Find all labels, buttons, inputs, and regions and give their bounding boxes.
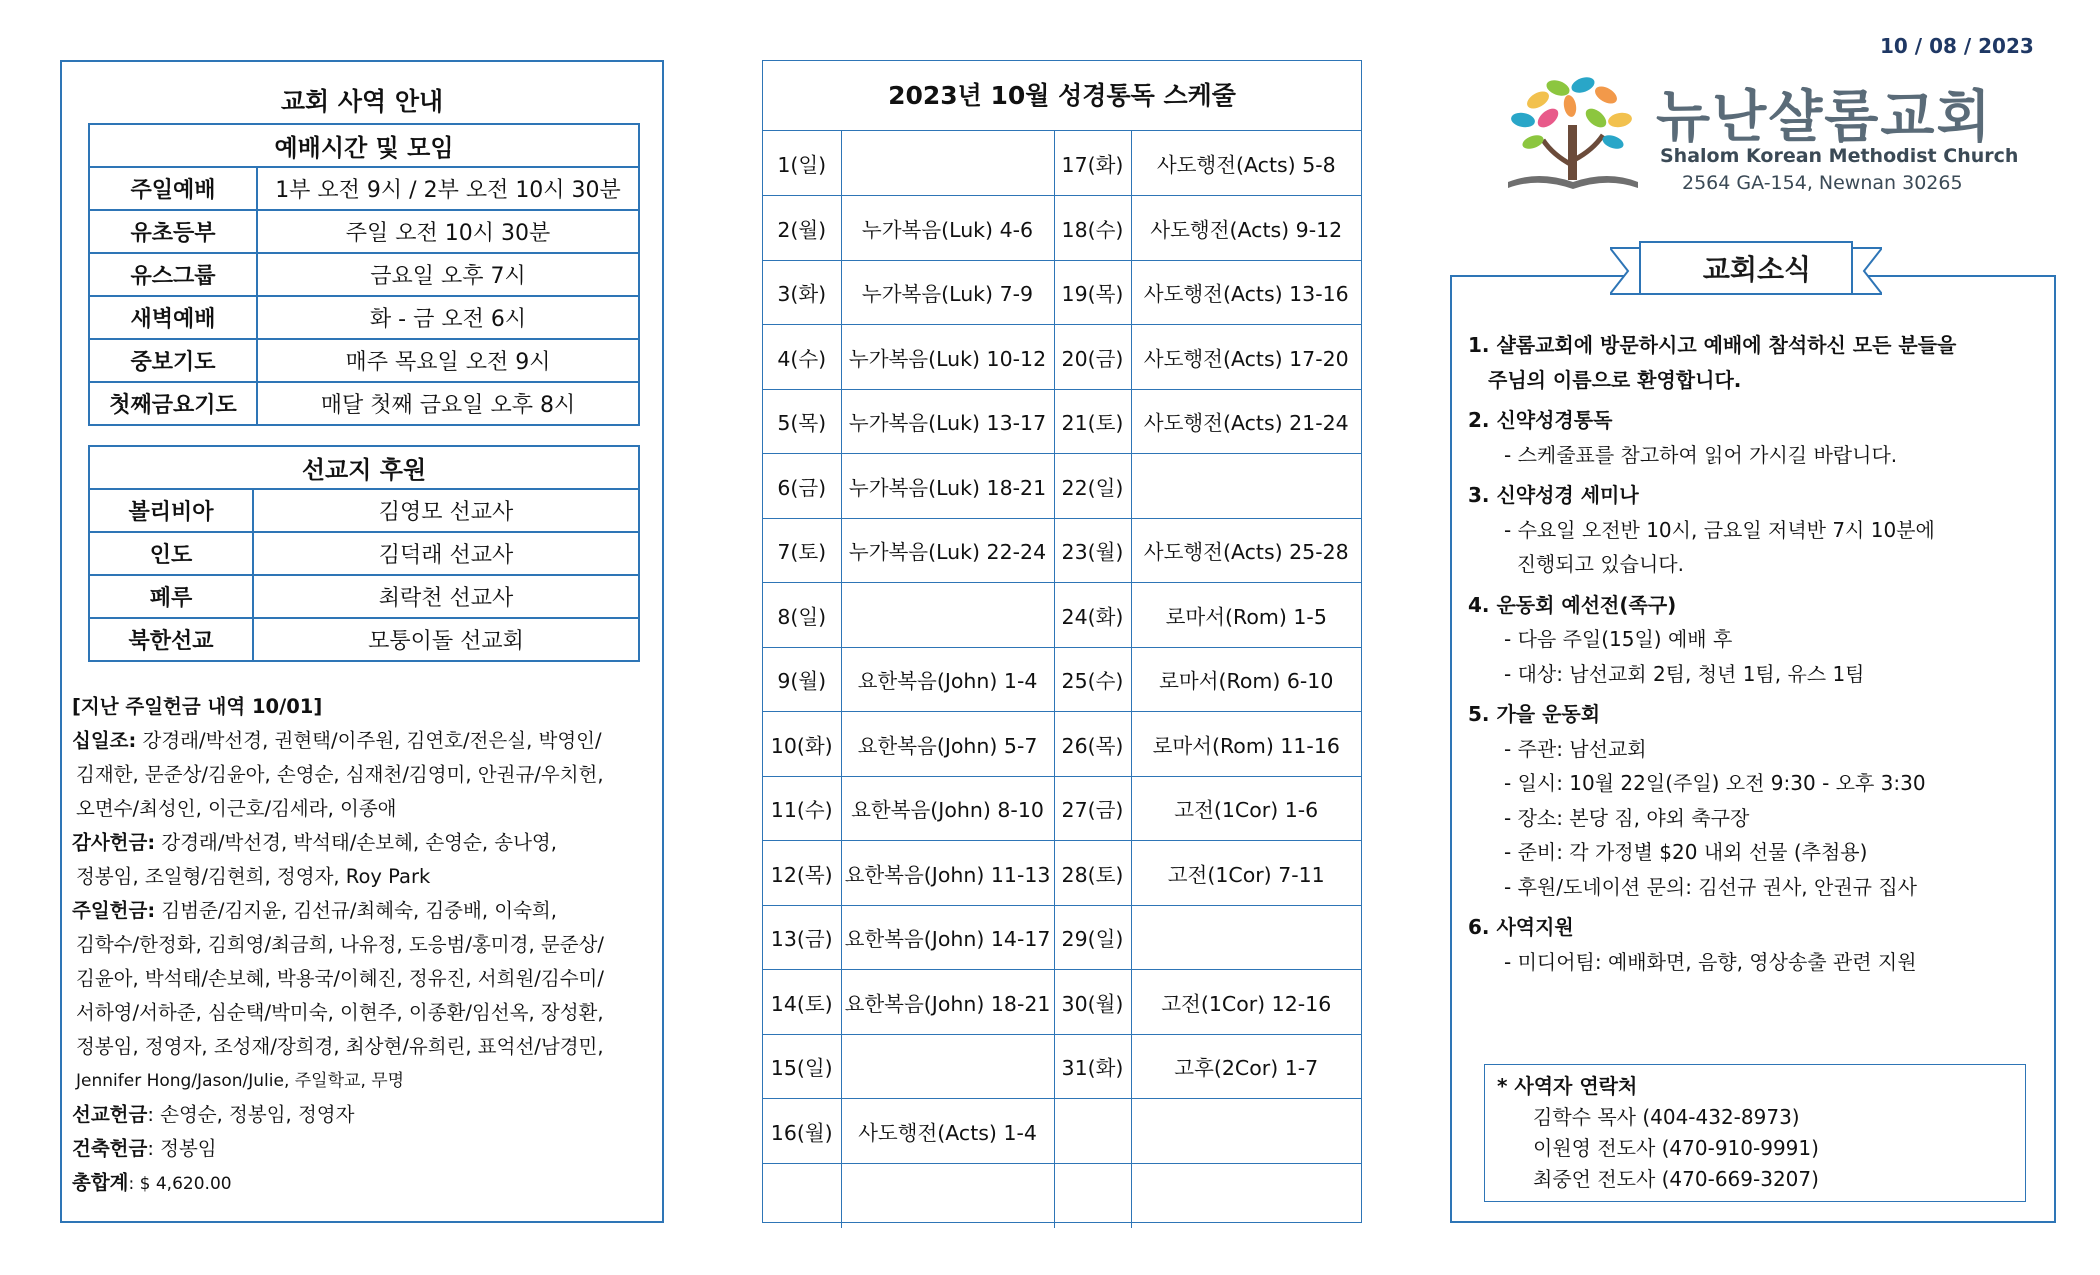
- schedule-day: [1054, 1099, 1131, 1164]
- schedule-day: 5(목): [763, 389, 841, 454]
- row-label: 페루: [89, 575, 253, 618]
- thanks-names: 강경래/박선경, 박석태/손보혜, 손영순, 송나영,: [161, 831, 557, 854]
- table-row: [89, 575, 639, 618]
- sunday-names: 서하영/서하준, 심순택/박미숙, 이현주, 이종환/임선옥, 장성환,: [76, 1001, 604, 1024]
- news-item-heading: 2. 신약성경통독: [1468, 408, 1613, 432]
- schedule-day: 18(수): [1054, 196, 1131, 261]
- schedule-reading: [841, 583, 1054, 648]
- row-value: 최락천 선교사: [253, 575, 639, 618]
- schedule-day: 8(일): [763, 583, 841, 648]
- table-row: [89, 210, 639, 253]
- news-item-line: 진행되고 있습니다.: [1504, 552, 1684, 576]
- church-name-korean: 뉴난샬롬교회: [1656, 85, 1993, 150]
- schedule-reading: 로마서(Rom) 6-10: [1131, 647, 1361, 712]
- news-item-line: - 수요일 오전반 10시, 금요일 저녁반 7시 10분에: [1504, 517, 1935, 542]
- mission-table: [88, 445, 640, 662]
- tithe-label: 십일조:: [72, 729, 137, 752]
- schedule-reading: [841, 1034, 1054, 1099]
- row-label: 유초등부: [89, 210, 257, 253]
- schedule-day: 19(목): [1054, 260, 1131, 325]
- table-row: [763, 905, 1361, 970]
- worship-header: 예배시간 및 모임: [89, 124, 639, 167]
- schedule-day: 21(토): [1054, 389, 1131, 454]
- news-title: 교회소식: [1702, 253, 1812, 286]
- thanks-label: 감사헌금:: [72, 831, 156, 854]
- schedule-day: 30(월): [1054, 970, 1131, 1035]
- schedule-day: 4(수): [763, 325, 841, 390]
- sunday-names: 김학수/한정화, 김희영/최금희, 나유정, 도응범/홍미경, 문준상/: [76, 933, 604, 956]
- row-label: 유스그룹: [89, 253, 257, 296]
- schedule-day: 7(토): [763, 518, 841, 583]
- thanks-line: [72, 826, 662, 860]
- sunday-names: Jennifer Hong/Jason/Julie, 주일학교, 무명: [76, 1071, 405, 1091]
- table-row: [763, 454, 1361, 519]
- schedule-day: 15(일): [763, 1034, 841, 1099]
- news-item-heading-cont: 주님의 이름으로 환영합니다.: [1488, 367, 1742, 392]
- schedule-day: 9(월): [763, 647, 841, 712]
- building-offering-names: : 정봉임: [147, 1137, 217, 1160]
- table-row: [89, 339, 639, 382]
- news-item-line: - 스케줄표를 참고하여 읽어 가시길 바랍니다.: [1504, 442, 1898, 467]
- row-label: 중보기도: [89, 339, 257, 382]
- schedule-reading: 고전(1Cor) 1-6: [1131, 776, 1361, 841]
- schedule-day: 29(일): [1054, 905, 1131, 970]
- table-row: [89, 532, 639, 575]
- table-row: [89, 167, 639, 210]
- schedule-reading: 요한복음(John) 11-13: [841, 841, 1054, 906]
- mission-header: 선교지 후원: [89, 446, 639, 489]
- table-row: [763, 1163, 1361, 1228]
- schedule-reading: 고전(1Cor) 12-16: [1131, 970, 1361, 1035]
- total-value: : $ 4,620.00: [128, 1174, 232, 1194]
- church-address: 2564 GA-154, Newnan 30265: [1682, 172, 1963, 194]
- schedule-reading: 누가복음(Luk) 4-6: [841, 196, 1054, 261]
- row-value: 1부 오전 9시 / 2부 오전 10시 30분: [257, 167, 639, 210]
- offering-section: [72, 690, 662, 1201]
- table-row: [763, 776, 1361, 841]
- schedule-day: 22(일): [1054, 454, 1131, 519]
- schedule-reading: 사도행전(Acts) 25-28: [1131, 518, 1361, 583]
- schedule-day: 28(토): [1054, 841, 1131, 906]
- schedule-title: 2023년 10월 성경통독 스케줄: [763, 61, 1361, 131]
- schedule-table: [763, 131, 1361, 1228]
- schedule-day: 20(금): [1054, 325, 1131, 390]
- schedule-day: 17(화): [1054, 131, 1131, 196]
- schedule-day: 16(월): [763, 1099, 841, 1164]
- schedule-reading: [1131, 1099, 1361, 1164]
- schedule-reading: 누가복음(Luk) 10-12: [841, 325, 1054, 390]
- row-label: 새벽예배: [89, 296, 257, 339]
- tithe-names: 강경래/박선경, 권현택/이주원, 김연호/전은실, 박영인/: [142, 729, 602, 752]
- schedule-reading: 사도행전(Acts) 1-4: [841, 1099, 1054, 1164]
- row-value: 화 - 금 오전 6시: [257, 296, 639, 339]
- row-value: 주일 오전 10시 30분: [257, 210, 639, 253]
- news-item-line: - 장소: 본당 짐, 야외 축구장: [1504, 805, 1750, 830]
- table-row: [763, 970, 1361, 1035]
- table-row: [89, 489, 639, 532]
- news-item-heading: 4. 운동회 예선전(족구): [1468, 592, 1677, 617]
- schedule-day: 25(수): [1054, 647, 1131, 712]
- schedule-day: 1(일): [763, 131, 841, 196]
- tithe-names: 오면수/최성인, 이근호/김세라, 이종애: [76, 797, 397, 820]
- schedule-day: 24(화): [1054, 583, 1131, 648]
- contact-line: 최중언 전도사 (470-669-3207): [1533, 1167, 1819, 1191]
- table-row: [763, 131, 1361, 196]
- schedule-reading: 로마서(Rom) 1-5: [1131, 583, 1361, 648]
- table-row: [763, 841, 1361, 906]
- sunday-label: 주일헌금:: [72, 899, 156, 922]
- schedule-day: 31(화): [1054, 1034, 1131, 1099]
- schedule-day: 3(화): [763, 260, 841, 325]
- schedule-day: 10(화): [763, 712, 841, 777]
- news-item-heading: 5. 가을 운동회: [1468, 702, 1601, 726]
- table-row: [763, 260, 1361, 325]
- table-row: [763, 389, 1361, 454]
- schedule-reading: 요한복음(John) 8-10: [841, 776, 1054, 841]
- contact-box: [1484, 1064, 2026, 1202]
- row-value: 금요일 오후 7시: [257, 253, 639, 296]
- news-item-line: - 후원/도네이션 문의: 김선규 권사, 안권규 집사: [1504, 874, 1917, 899]
- schedule-day: 27(금): [1054, 776, 1131, 841]
- contact-line: 이원영 전도사 (470-910-9991): [1533, 1136, 1819, 1160]
- schedule-reading: 누가복음(Luk) 18-21: [841, 454, 1054, 519]
- schedule-reading: 사도행전(Acts) 9-12: [1131, 196, 1361, 261]
- row-value: 매주 목요일 오전 9시: [257, 339, 639, 382]
- news-item-line: - 일시: 10월 22일(주일) 오전 9:30 - 오후 3:30: [1504, 771, 1926, 795]
- schedule-day: [1054, 1163, 1131, 1228]
- tithe-names: 김재한, 문준상/김윤아, 손영순, 심재천/김영미, 안권규/우치헌,: [76, 763, 604, 786]
- table-row: [89, 382, 639, 425]
- table-row: [763, 1099, 1361, 1164]
- schedule-reading: 요한복음(John) 18-21: [841, 970, 1054, 1035]
- table-row: [763, 325, 1361, 390]
- row-label: 인도: [89, 532, 253, 575]
- total-label: 총합계: [72, 1171, 129, 1194]
- schedule-reading: 사도행전(Acts) 5-8: [1131, 131, 1361, 196]
- tithe-line: [72, 724, 662, 758]
- table-row: [89, 253, 639, 296]
- schedule-reading: [1131, 905, 1361, 970]
- schedule-day: 12(목): [763, 841, 841, 906]
- sunday-line: [72, 894, 662, 928]
- table-row: [763, 518, 1361, 583]
- news-item-line: - 미디어팀: 예배화면, 음향, 영상송출 관련 지원: [1504, 949, 1917, 974]
- schedule-day: 26(목): [1054, 712, 1131, 777]
- table-row: [89, 618, 639, 661]
- schedule-day: 6(금): [763, 454, 841, 519]
- sunday-names: 김윤아, 박석태/손보혜, 박용국/이혜진, 정유진, 서희원/김수미/: [76, 967, 604, 990]
- table-row: [763, 712, 1361, 777]
- schedule-reading: 요한복음(John) 5-7: [841, 712, 1054, 777]
- row-label: 첫째금요기도: [89, 382, 257, 425]
- row-value: 모퉁이돌 선교회: [253, 618, 639, 661]
- schedule-reading: 사도행전(Acts) 17-20: [1131, 325, 1361, 390]
- bible-schedule-panel: [762, 60, 1362, 1223]
- news-item-heading: 6. 사역지원: [1468, 915, 1574, 939]
- schedule-reading: 고후(2Cor) 1-7: [1131, 1034, 1361, 1099]
- schedule-day: 2(월): [763, 196, 841, 261]
- row-value: 김영모 선교사: [253, 489, 639, 532]
- table-row: [763, 647, 1361, 712]
- church-logo-tree-icon: [1498, 70, 1648, 200]
- table-row: [763, 1034, 1361, 1099]
- row-label: 주일예배: [89, 167, 257, 210]
- sunday-names: 김범준/김지윤, 김선규/최혜숙, 김중배, 이숙희,: [161, 899, 557, 922]
- row-label: 볼리비아: [89, 489, 253, 532]
- building-offering-label: 건축헌금: [72, 1137, 148, 1160]
- schedule-reading: 요한복음(John) 14-17: [841, 905, 1054, 970]
- mission-offering-label: 선교헌금: [72, 1103, 148, 1126]
- ministry-panel: [60, 60, 664, 1223]
- news-item-heading: 1. 샬롬교회에 방문하시고 예배에 참석하신 모든 분들을: [1468, 333, 1957, 357]
- schedule-reading: 고전(1Cor) 7-11: [1131, 841, 1361, 906]
- mission-offering-names: : 손영순, 정봉임, 정영자: [147, 1103, 355, 1126]
- schedule-reading: 누가복음(Luk) 13-17: [841, 389, 1054, 454]
- bulletin-date: 10 / 08 / 2023: [1880, 34, 2034, 58]
- thanks-names: 정봉임, 조일형/김현희, 정영자, Roy Park: [76, 865, 431, 888]
- schedule-day: 11(수): [763, 776, 841, 841]
- schedule-reading: 요한복음(John) 1-4: [841, 647, 1054, 712]
- schedule-reading: [841, 131, 1054, 196]
- news-item-line: - 대상: 남선교회 2팀, 청년 1팀, 유스 1팀: [1504, 661, 1865, 686]
- ministry-title: 교회 사역 안내: [280, 87, 444, 116]
- news-list: [1468, 328, 2048, 985]
- table-row: [763, 583, 1361, 648]
- church-name-english: Shalom Korean Methodist Church: [1660, 145, 2019, 167]
- schedule-day: 14(토): [763, 970, 841, 1035]
- offering-title: [지난 주일헌금 내역 10/01]: [72, 695, 323, 718]
- schedule-day: 23(월): [1054, 518, 1131, 583]
- building-offering-line: [72, 1132, 662, 1166]
- schedule-reading: 사도행전(Acts) 21-24: [1131, 389, 1361, 454]
- contact-title: * 사역자 연락처: [1497, 1074, 1638, 1098]
- news-item-line: - 다음 주일(15일) 예배 후: [1504, 627, 1733, 651]
- schedule-reading: 누가복음(Luk) 7-9: [841, 260, 1054, 325]
- row-label: 북한선교: [89, 618, 253, 661]
- schedule-reading: [1131, 1163, 1361, 1228]
- worship-table: [88, 123, 640, 426]
- schedule-reading: 누가복음(Luk) 22-24: [841, 518, 1054, 583]
- schedule-reading: [1131, 454, 1361, 519]
- news-item-heading: 3. 신약성경 세미나: [1468, 483, 1639, 507]
- schedule-reading: 사도행전(Acts) 13-16: [1131, 260, 1361, 325]
- schedule-day: [763, 1163, 841, 1228]
- mission-offering-line: [72, 1098, 662, 1132]
- table-row: [763, 196, 1361, 261]
- news-item-line: - 주관: 남선교회: [1504, 736, 1647, 761]
- row-value: 매달 첫째 금요일 오후 8시: [257, 382, 639, 425]
- total-line: [72, 1166, 662, 1201]
- schedule-reading: [841, 1163, 1054, 1228]
- sunday-names: 정봉임, 정영자, 조성재/장희경, 최상현/유희린, 표억선/남경민,: [76, 1035, 604, 1058]
- contact-line: 김학수 목사 (404-432-8973): [1533, 1105, 1800, 1129]
- news-item-line: - 준비: 각 가정별 $20 내외 선물 (추첨용): [1504, 840, 1868, 864]
- table-row: [89, 296, 639, 339]
- schedule-day: 13(금): [763, 905, 841, 970]
- schedule-reading: 로마서(Rom) 11-16: [1131, 712, 1361, 777]
- row-value: 김덕래 선교사: [253, 532, 639, 575]
